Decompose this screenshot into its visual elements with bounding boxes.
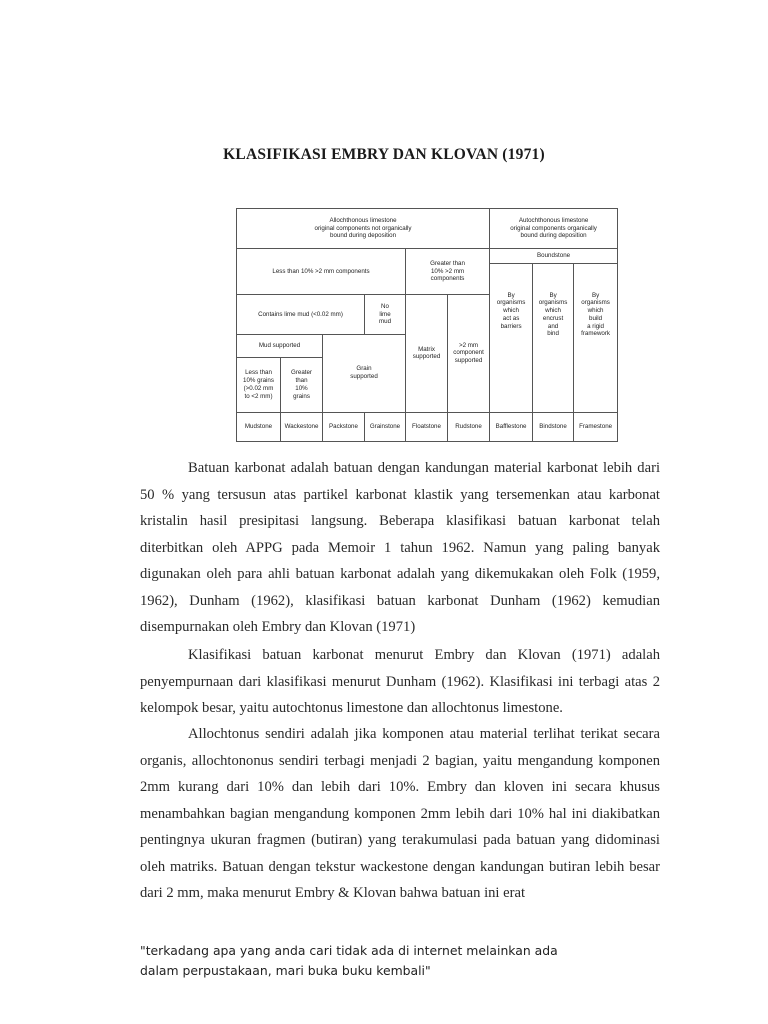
page-title: KLASIFIKASI EMBRY DAN KLOVAN (1971) xyxy=(223,146,545,163)
less-than-10-grains-cell: Less than 10% grains (>0.02 mm to <2 mm) xyxy=(237,358,281,413)
less-than-10-percent-cell: Less than 10% >2 mm components xyxy=(237,248,406,294)
rock-name-cell: Wackestone xyxy=(281,412,323,441)
greater-than-10-grains-cell: Greater than 10% grains xyxy=(281,358,323,413)
contains-lime-mud-cell: Contains lime mud (<0.02 mm) xyxy=(237,295,365,335)
rock-name-cell: Rudstone xyxy=(448,412,490,441)
rock-name-cell: Packstone xyxy=(323,412,365,441)
classification-table xyxy=(236,208,618,442)
boundstone-cell: Boundstone xyxy=(490,248,618,263)
allochthonous-header: Allochthonous limestone original components not organically bound during deposition xyxy=(237,209,490,249)
rock-name-cell: Bindstone xyxy=(533,412,574,441)
barriers-cell: By organisms which act as barriers xyxy=(490,263,533,412)
body-paragraph: Klasifikasi batuan karbonat menurut Embry dan Klovan (1971) adalah penyempurnaan dari klasifikasi menurut Dunham (1962). Klasifikasi ini terbagi atas 2 kelompok besar, yaitu autochtonus limestone dan allochtonus limestone. xyxy=(140,647,660,716)
rock-name-cell: Mudstone xyxy=(237,412,281,441)
grain-supported-cell: Grain supported xyxy=(323,334,406,412)
autochthonous-header: Autochthonous limestone original components organically bound during deposition xyxy=(490,209,618,249)
rock-name-cell: Grainstone xyxy=(365,412,406,441)
matrix-supported-cell: Matrix supported xyxy=(406,295,448,413)
rock-name-cell: Bafflestone xyxy=(490,412,533,441)
encrust-bind-cell: By organisms which encrust and bind xyxy=(533,263,574,412)
greater-than-10-percent-cell: Greater than 10% >2 mm components xyxy=(406,248,490,294)
rock-name-cell: Framestone xyxy=(574,412,618,441)
component-supported-cell: >2 mm component supported xyxy=(448,295,490,413)
rigid-framework-cell: By organisms which build a rigid framework xyxy=(574,263,618,412)
body-paragraph: Allochtonus sendiri adalah jika komponen atau material terlihat terikat secara organis, allochtononus sendiri terbagi menjadi 2 bagian, yaitu mengandung komponen 2mm kurang dari 10% dan lebih dari 10%. Embry dan kloven ini secara khusus menambahkan bagian mengandung komponen 2mm lebih dari 10% hal ini diakibatkan pentingnya ukuran fragmen (butiran) yang terakumulasi pada batuan yang didominasi oleh matriks. Batuan dengan tekstur wackestone dengan kandungan butiran lebih besar dari 2 mm, maka menurut Embry & Klovan bahwa batuan ini erat xyxy=(140,726,660,901)
footer-quote: "terkadang apa yang anda cari tidak ada di internet melainkan ada dalam perpustakaan, mari buka buku kembali" xyxy=(140,943,558,978)
body-paragraph: Batuan karbonat adalah batuan dengan kandungan material karbonat lebih dari 50 % yang tersusun atas partikel karbonat klastik yang tersemenkan atau karbonat kristalin hasil presipitasi langsung. Beberapa klasifikasi batuan karbonat telah diterbitkan oleh APPG pada Memoir 1 tahun 1962. Namun yang paling banyak digunakan oleh para ahli batuan karbonat adalah yang dikemukakan oleh Folk (1959, 1962), Dunham (1962), klasifikasi batuan karbonat Dunham (1962) kemudian disempurnakan oleh Embry dan Klovan (1971) xyxy=(140,460,660,635)
rock-name-cell: Floatstone xyxy=(406,412,448,441)
no-lime-mud-cell: No lime mud xyxy=(365,295,406,335)
mud-supported-cell: Mud supported xyxy=(237,334,323,357)
